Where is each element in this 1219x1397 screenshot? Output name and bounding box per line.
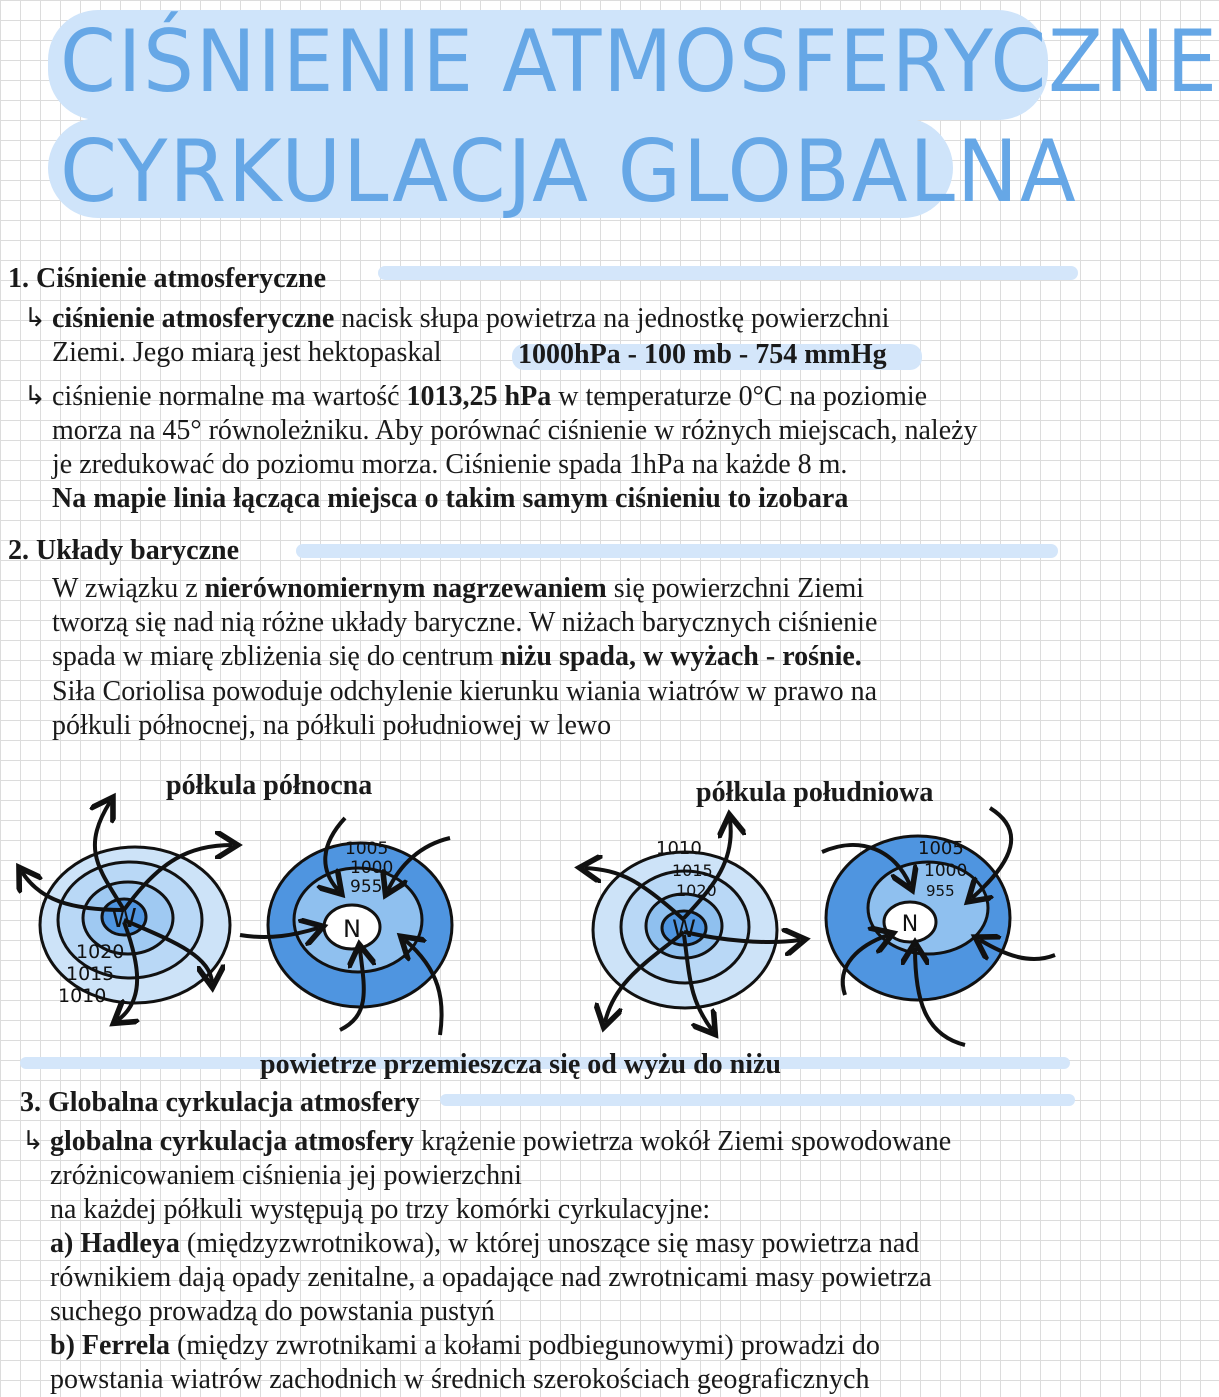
section2-l1-start: W związku z: [52, 573, 205, 604]
section3-line2: zróżnicowaniem ciśnienia jej powierzchni: [50, 1160, 522, 1191]
section1-b1-rest: nacisk słupa powietrza na jednostkę powierzchni: [334, 303, 890, 334]
section3-b1-rest: krążenie powietrza wokół Ziemi spowodowane: [413, 1126, 952, 1157]
nh-high-isobar-1: 1020: [76, 941, 125, 963]
hadley-line3: suchego prowadzą do powstania pustyń: [50, 1296, 495, 1327]
nh-high-isobar-2: 1015: [66, 963, 115, 985]
sh-low-isobar-2: 1000: [924, 861, 968, 881]
nh-high-symbol: W: [111, 904, 137, 934]
section2-line3: [52, 640, 862, 674]
sh-high-system: [585, 820, 800, 1030]
section2-l3-bold: niżu spada, w wyżach - rośnie.: [500, 641, 862, 672]
section1-bullet2-line2: morza na 45° równoleżniku. Aby porównać ciśnienie w różnych miejscach, należy: [52, 415, 978, 446]
section2-line5: półkuli północnej, na półkuli południowej w lewo: [52, 710, 612, 741]
sh-low-isobar-3: 955: [926, 882, 955, 900]
section1-bullet1-line2: Ziemi. Jego miarą jest hektopaskal: [52, 337, 442, 368]
hadley-rest: (międzyzwrotnikowa), w której unoszące się masy powietrza nad: [179, 1228, 920, 1259]
section3-line3: na każdej półkuli występują po trzy komórki cyrkulacyjne:: [50, 1194, 711, 1225]
pressure-units: 1000hPa - 100 mb - 754 mmHg: [518, 339, 887, 370]
ferrel-line2: powstania wiatrów zachodnich w średnich szerokościach geograficznych: [50, 1364, 870, 1395]
section1-heading: 1. Ciśnienie atmosferyczne: [8, 263, 327, 294]
heading-highlight-2: [296, 544, 1058, 558]
nh-low-isobar-1: 1005: [345, 839, 389, 859]
section1-b2-start: ciśnienie normalne ma wartość: [52, 381, 407, 412]
section2-l3-start: spada w miarę zbliżenia się do centrum: [52, 641, 501, 672]
nh-high-isobar-3: 1010: [58, 985, 107, 1007]
section2-line2: tworzą się nad nią różne układy baryczne. W niżach barycznych ciśnienie: [52, 607, 878, 638]
sh-high-isobar-1: 1010: [656, 838, 702, 859]
term-global-circulation: globalna cyrkulacja atmosfery: [50, 1126, 414, 1157]
pressure-systems-diagram: [0, 790, 1080, 1050]
heading-highlight-1: [378, 266, 1078, 280]
section2-line1: [52, 572, 864, 606]
sh-high-isobar-2: 1015: [672, 861, 713, 880]
hadley-term: a) Hadleya: [50, 1228, 180, 1259]
nh-low-system: [240, 818, 452, 1035]
section2-l1-end: się powierzchni Ziemi: [606, 573, 865, 604]
section1-bullet2-line3: je zredukować do poziomu morza. Ciśnienie spada 1hPa na każde 8 m.: [52, 449, 848, 480]
section1-isobar-definition: Na mapie linia łącząca miejsca o takim samym ciśnieniu to izobara: [52, 483, 849, 514]
sh-high-symbol: W: [672, 915, 696, 943]
section2-l1-bold: nierównomiernym nagrzewaniem: [204, 573, 607, 604]
title-line-2: CYRKULACJA GLOBALNA: [60, 122, 1078, 222]
ferrel-rest: (między zwrotnikami a kołami podbiegunowymi) prowadzi do: [169, 1330, 880, 1361]
caption-highlight-2: [440, 1094, 1075, 1106]
sh-high-isobar-3: 1020: [676, 881, 717, 900]
section3-heading: 3. Globalna cyrkulacja atmosfery: [20, 1087, 420, 1118]
diagram-caption: powietrze przemieszcza się od wyżu do niżu: [260, 1049, 781, 1080]
hadley-line2: równikiem dają opady zenitalne, a opadające nad zwrotnicami masy powietrza: [50, 1262, 932, 1293]
nh-low-symbol: N: [343, 915, 361, 943]
bullet-arrow-icon: ↳: [24, 381, 46, 411]
section2-heading: 2. Układy baryczne: [8, 535, 239, 566]
north-hemisphere-label: półkula północna: [166, 770, 373, 801]
nh-low-isobar-3: 955: [350, 877, 383, 897]
sh-low-symbol: N: [901, 912, 919, 937]
sh-low-isobar-1: 1005: [918, 838, 964, 859]
nh-high-system: [22, 802, 232, 1020]
ferrel-term: b) Ferrela: [50, 1330, 170, 1361]
sh-low-system: [822, 808, 1055, 1045]
section1-bullet2: [52, 380, 927, 414]
section3-bullet1: [50, 1125, 951, 1159]
term-atmospheric-pressure: ciśnienie atmosferyczne: [52, 303, 335, 334]
bullet-arrow-icon: ↳: [22, 1126, 44, 1156]
normal-pressure-value: 1013,25 hPa: [406, 381, 552, 412]
nh-low-isobar-2: 1000: [350, 858, 394, 878]
section1-bullet1: [52, 302, 889, 336]
ferrel-cell-text: [50, 1329, 880, 1363]
south-hemisphere-label: półkula południowa: [696, 777, 934, 808]
title-line-1: CIŚNIENIE ATMOSFERYCZNE: [60, 12, 1219, 112]
section2-line4: Siła Coriolisa powoduje odchylenie kierunku wiania wiatrów w prawo na: [52, 676, 878, 707]
bullet-arrow-icon: ↳: [24, 303, 46, 333]
section1-b2-end: w temperaturze 0°C na poziomie: [551, 381, 928, 412]
hadley-cell-text: [50, 1227, 919, 1261]
